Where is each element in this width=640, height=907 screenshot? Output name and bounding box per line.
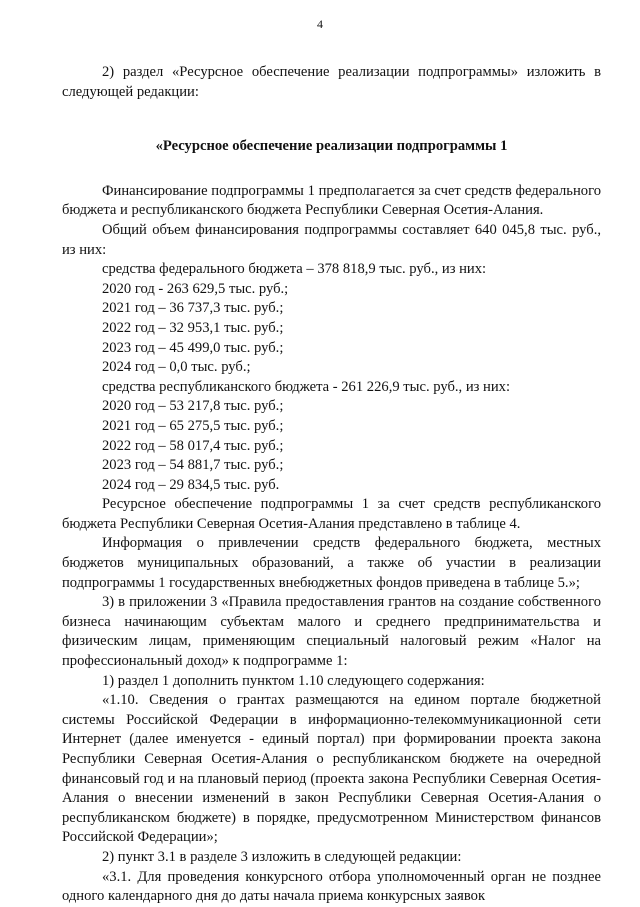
page-number: 4 xyxy=(317,17,323,31)
paragraph-1-10: «1.10. Сведения о грантах размещаются на едином портале бюджетной системы Российской Федерации в информационно-телекоммуникационной сети Интернет (далее именуется - единый портал) при формировании проекта закона Республики Северная Осетия-Алания о республиканском бюджете на очередной финансовый год и на плановый период (проекта закона Республики Северная Осетия-Алания о внесении изменений в закон Республики Северная Осетия-Алания о республиканском бюджете) в порядке, предусмотренном Министерством финансов Российской Федерации»; xyxy=(62,692,601,846)
federal-2024: 2024 год – 0,0 тыс. руб.; xyxy=(102,359,251,376)
republican-2022: 2022 год – 58 017,4 тыс. руб.; xyxy=(102,437,284,454)
federal-2022: 2022 год – 32 953,1 тыс. руб.; xyxy=(102,319,284,336)
republican-2023: 2023 год – 54 881,7 тыс. руб.; xyxy=(102,457,284,474)
paragraph-item-2: 2) пункт 3.1 в разделе 3 изложить в следующей редакции: xyxy=(102,848,462,865)
document-body xyxy=(62,63,601,907)
paragraph-financing: Финансирование подпрограммы 1 предполагается за счет средств федерального бюджета и республиканского бюджета Республики Северная Осетия-Алания. xyxy=(62,182,601,219)
republican-2021: 2021 год – 65 275,5 тыс. руб.; xyxy=(102,417,284,434)
paragraph-section-2: 2) раздел «Ресурсное обеспечение реализации подпрограммы» изложить в следующей редакции: xyxy=(62,64,601,100)
federal-2021: 2021 год – 36 737,3 тыс. руб.; xyxy=(102,300,284,317)
federal-budget-line: средства федерального бюджета – 378 818,9 тыс. руб., из них: xyxy=(102,261,487,278)
federal-2023: 2023 год – 45 499,0 тыс. руб.; xyxy=(102,339,284,356)
republican-2020: 2020 год – 53 217,8 тыс. руб.; xyxy=(102,398,284,415)
section-heading: «Ресурсное обеспечение реализации подпрограммы 1 xyxy=(155,138,508,155)
paragraph-appendix-3: 3) в приложении 3 «Правила предоставления грантов на создание собственного бизнеса начинающим субъектам малого и среднего предпринимательства и физическим лицам, применяющим специальный налоговый режим «Налог на профессиональный доход» к подпрограмме 1: xyxy=(62,594,601,670)
paragraph-3-1: «3.1. Для проведения конкурсного отбора уполномоченный орган не позднее одного календарного дня до даты начала приема конкурсных заявок xyxy=(62,868,601,905)
paragraph-item-1: 1) раздел 1 дополнить пунктом 1.10 следующего содержания: xyxy=(102,672,485,689)
paragraph-table-4: Ресурсное обеспечение подпрограммы 1 за счет средств республиканского бюджета Республики Северная Осетия-Алания представлено в таблице 4. xyxy=(62,496,601,532)
paragraph-total-volume: Общий объем финансирования подпрограммы составляет 640 045,8 тыс. руб., из них: xyxy=(62,221,601,258)
federal-2020: 2020 год - 263 629,5 тыс. руб.; xyxy=(102,280,289,297)
paragraph-table-5: Информация о привлечении средств федерального бюджета, местных бюджетов муниципальных образований, а также об участии в реализации подпрограммы 1 государственных внебюджетных фондов приведена в таблице 5.»; xyxy=(62,535,601,591)
republican-2024: 2024 год – 29 834,5 тыс. руб. xyxy=(102,476,280,493)
republican-budget-line: средства республиканского бюджета - 261 226,9 тыс. руб., из них: xyxy=(102,378,511,395)
